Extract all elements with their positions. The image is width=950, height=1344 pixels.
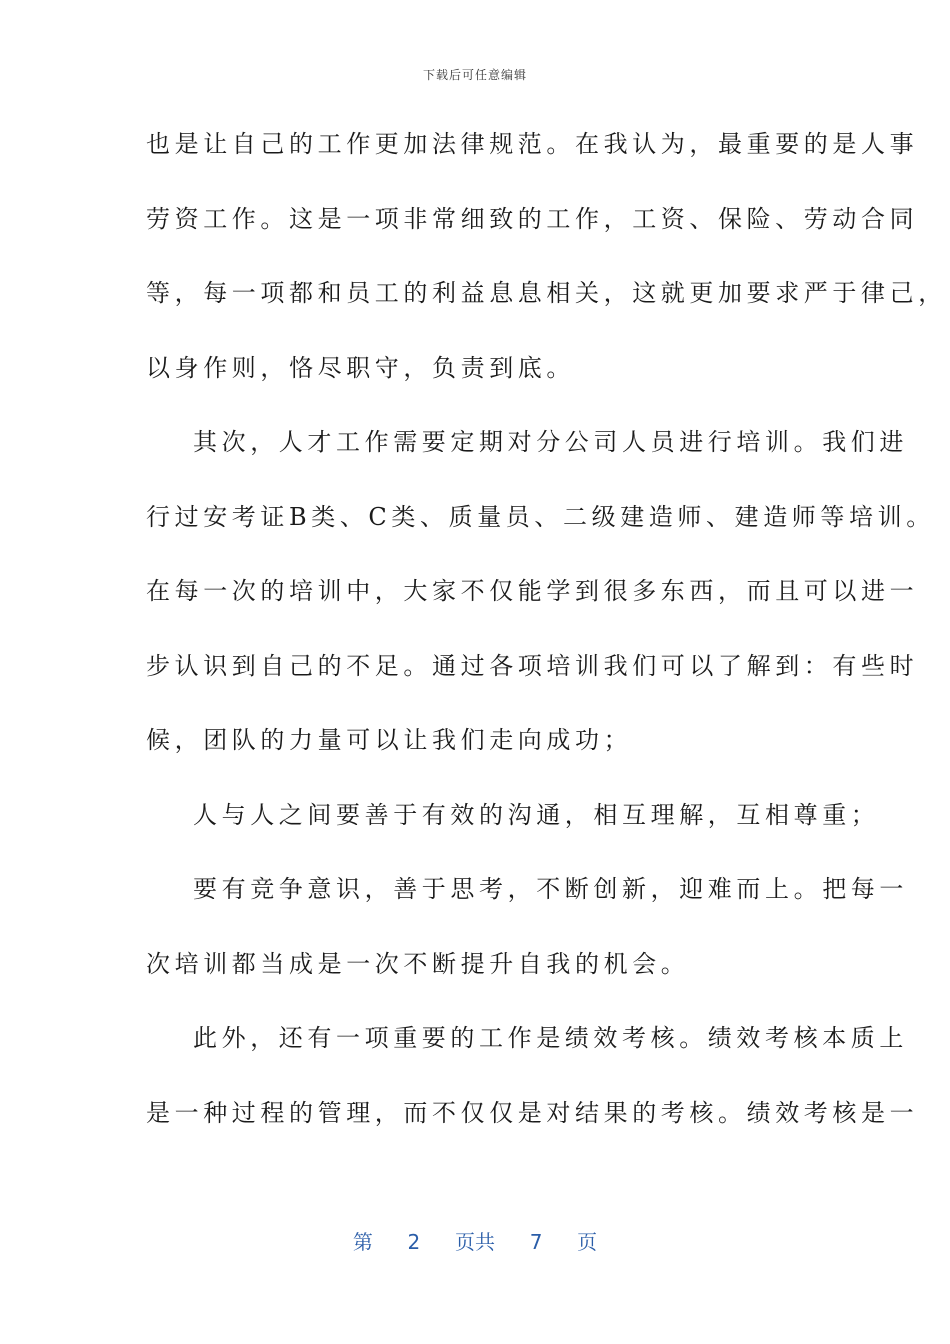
page-label-suffix: 页 <box>577 1230 598 1254</box>
text-line: 以身作则，恪尽职守，负责到底。 <box>146 353 575 382</box>
page-footer <box>0 1226 950 1255</box>
text-line: 在每一次的培训中，大家不仅能学到很多东西，而且可以进一 <box>146 577 919 605</box>
paragraph-start-line: 人与人之间要善于有效的沟通，相互理解，互相尊重； <box>193 800 880 829</box>
current-page-number: 2 <box>407 1230 421 1254</box>
text-line: 劳资工作。这是一项非常细致的工作，工资、保险、劳动合同 <box>146 204 919 233</box>
text-line: 等，每一项都和员工的利益息息相关，这就更加要求严于律己， <box>146 279 947 307</box>
paragraph-start-line: 要有竞争意识，善于思考，不断创新，迎难而上。把每一 <box>193 875 908 903</box>
text-line: 行过安考证B类、C类、质量员、二级建造师、建造师等培训。 <box>146 502 935 531</box>
page-label-prefix: 第 <box>352 1230 373 1254</box>
text-line: 是一种过程的管理，而不仅仅是对结果的考核。绩效考核是一 <box>146 1098 919 1127</box>
header-note: 下载后可任意编辑 <box>422 68 527 82</box>
text-line: 候，团队的力量可以让我们走向成功； <box>146 726 633 754</box>
paragraph-start-line: 此外，还有一项重要的工作是绩效考核。绩效考核本质上 <box>193 1024 908 1052</box>
text-line: 次培训都当成是一次不断提升自我的机会。 <box>146 949 690 978</box>
text-line: 步认识到自己的不足。通过各项培训我们可以了解到：有些时 <box>146 651 919 680</box>
text-line: 也是让自己的工作更加法律规范。在我认为，最重要的是人事 <box>146 130 919 158</box>
document-body <box>146 124 947 1167</box>
total-pages-number: 7 <box>529 1230 543 1254</box>
page-label-mid: 页共 <box>455 1230 495 1254</box>
paragraph-start-line: 其次，人才工作需要定期对分公司人员进行培训。我们进 <box>193 428 908 456</box>
